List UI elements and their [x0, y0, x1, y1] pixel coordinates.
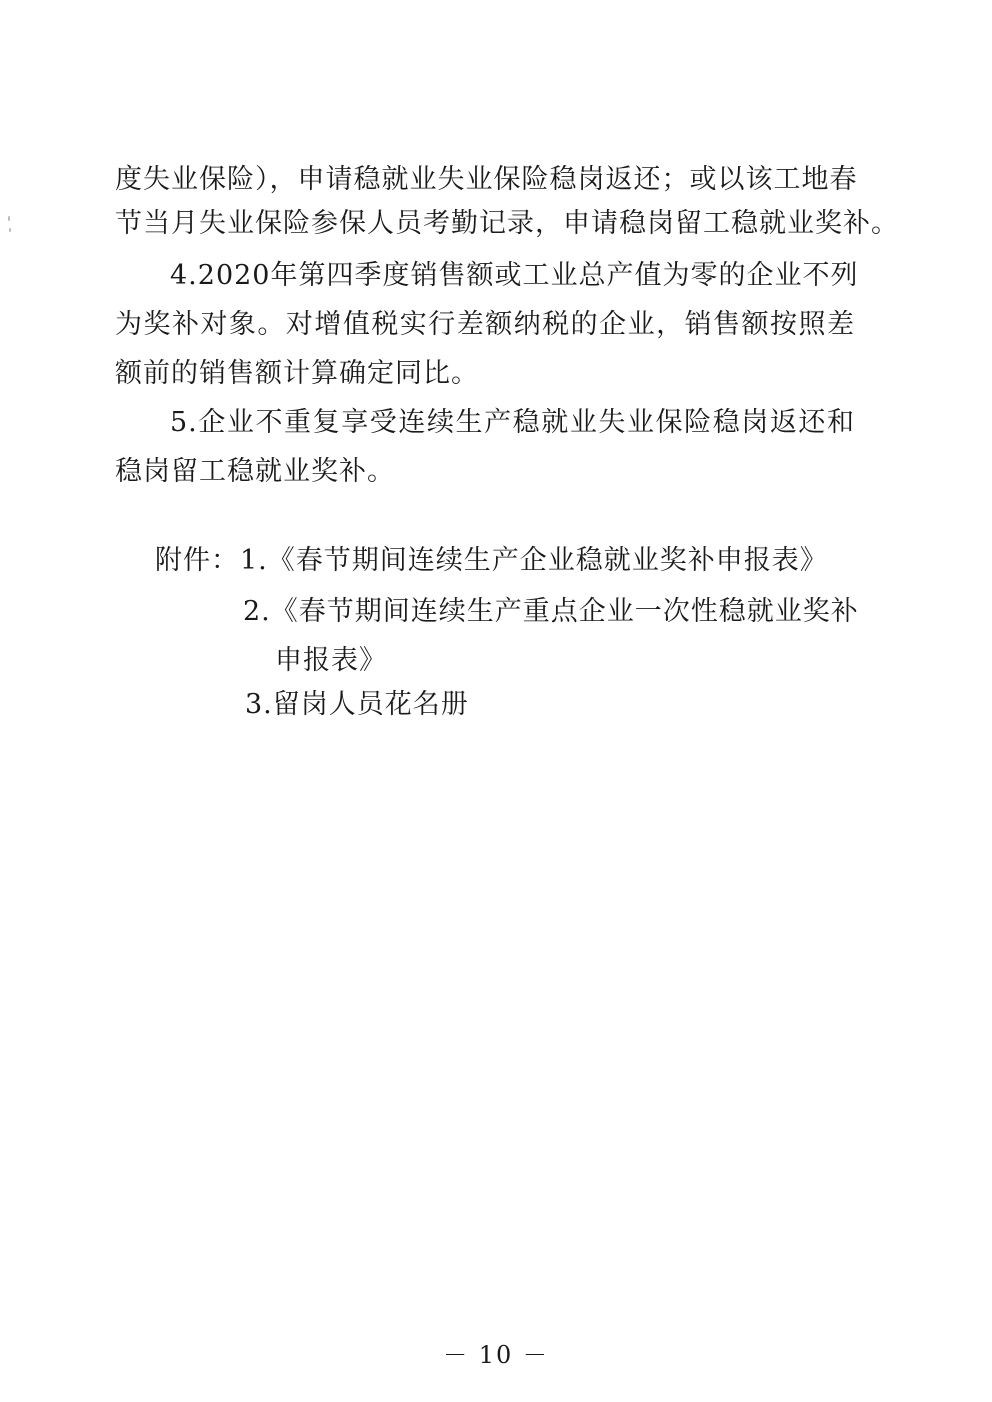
body-line-5: 额前的销售额计算确定同比。 [115, 358, 479, 389]
body-line-6: 5.企业不重复享受连续生产稳就业失业保险稳岗返还和 [170, 407, 855, 438]
body-line-2: 节当月失业保险参保人员考勤记录，申请稳岗留工稳就业奖补。 [115, 208, 899, 239]
attachment-item-3: 3.留岗人员花名册 [245, 689, 469, 720]
scan-mark [8, 216, 10, 221]
attachment-item-2-continued: 申报表》 [275, 645, 387, 676]
scan-mark [9, 228, 11, 232]
attachment-item-2: 2.《春节期间连续生产重点企业一次性稳就业奖补 [243, 596, 859, 627]
attachments-label: 附件： [155, 545, 239, 576]
body-line-3: 4.2020年第四季度销售额或工业总产值为零的企业不列 [170, 260, 859, 291]
page-number: － 10 － [443, 1341, 549, 1369]
body-line-4: 为奖补对象。对增值税实行差额纳税的企业，销售额按照差 [115, 309, 855, 340]
body-line-7: 稳岗留工稳就业奖补。 [115, 456, 395, 487]
body-line-1: 度失业保险），申请稳就业失业保险稳岗返还；或以该工地春 [115, 164, 858, 195]
attachment-item-1: 1.《春节期间连续生产企业稳就业奖补申报表》 [240, 545, 828, 576]
